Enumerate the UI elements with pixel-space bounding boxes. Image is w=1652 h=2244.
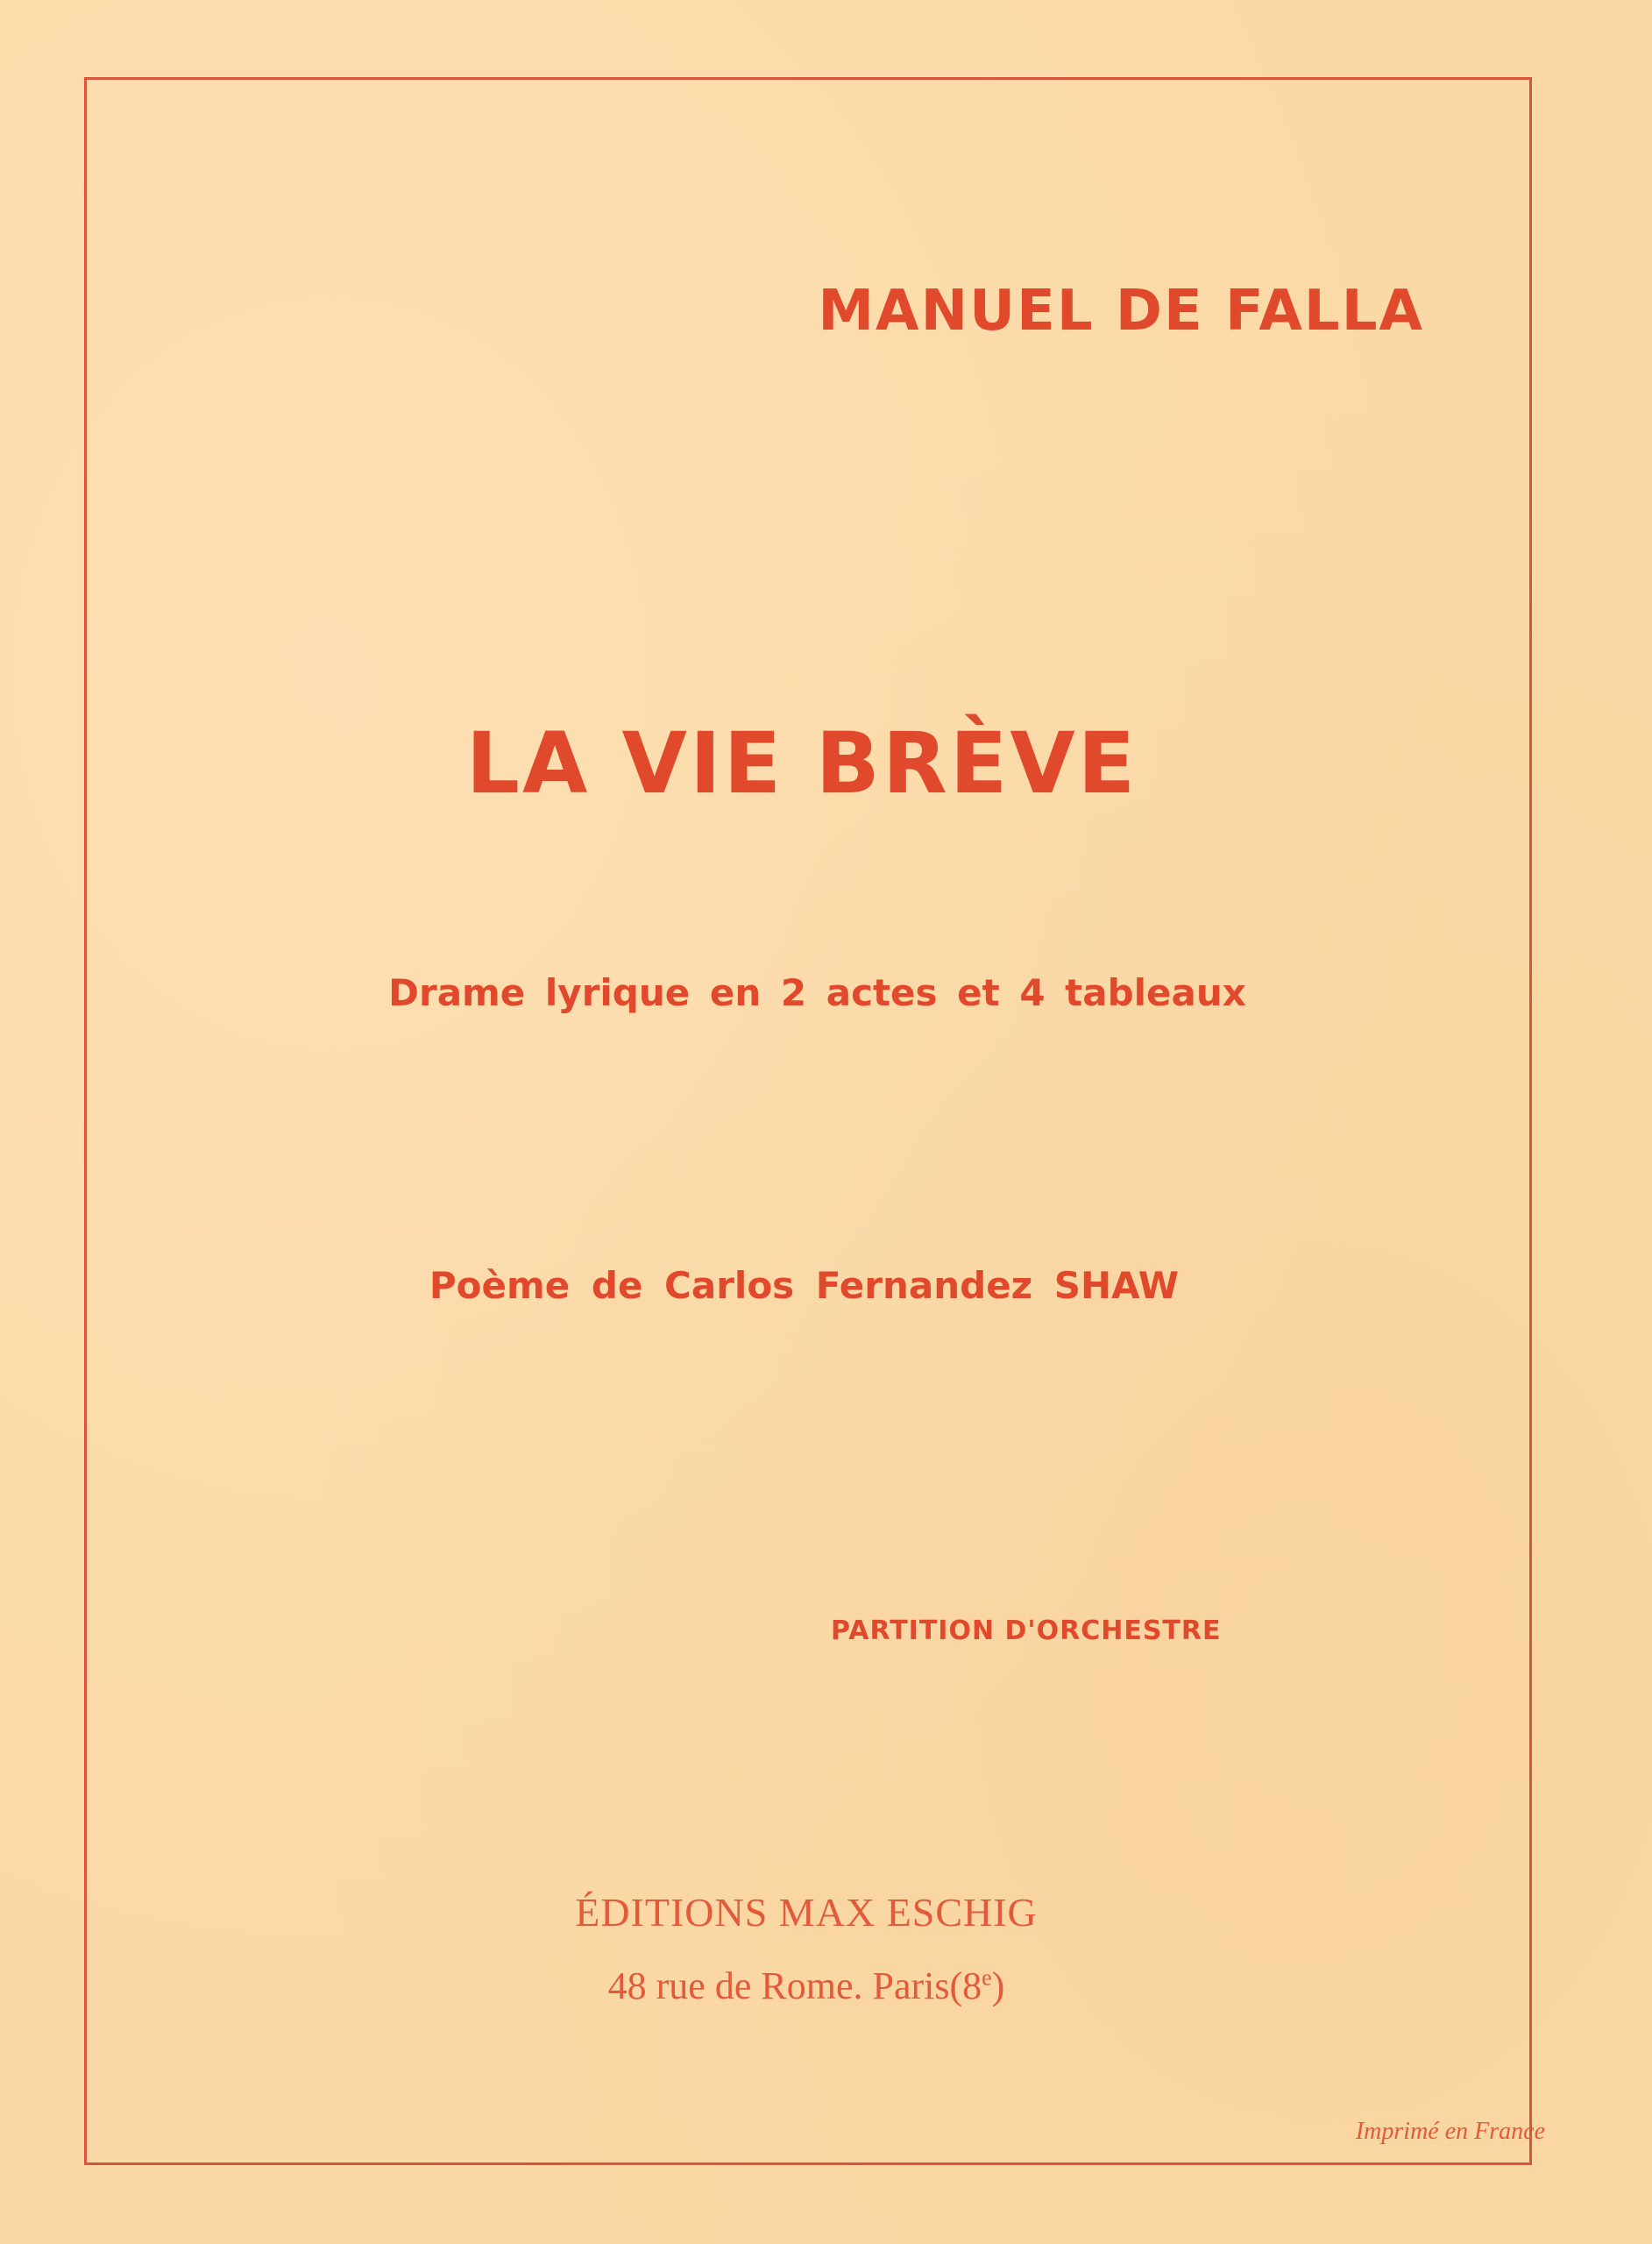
work-title: LA VIE BRÈVE: [465, 714, 1138, 813]
publisher-name: ÉDITIONS MAX ESCHIG: [575, 1890, 1038, 1935]
address-close: ): [991, 1964, 1005, 2007]
work-subtitle: Drame lyrique en 2 actes et 4 tableaux: [388, 971, 1246, 1014]
edition-type: PARTITION D'ORCHESTRE: [831, 1616, 1222, 1646]
cover-border: [84, 77, 1532, 2165]
composer-name: MANUEL DE FALLA: [818, 279, 1424, 344]
publisher-address: [0, 1964, 1652, 2008]
imprint-note: Imprimé en France: [1355, 2118, 1545, 2145]
address-text: 48 rue de Rome. Paris(8: [607, 1964, 982, 2007]
address-superscript: e: [982, 1964, 992, 1991]
librettist-credit: Poème de Carlos Fernandez SHAW: [429, 1264, 1180, 1307]
